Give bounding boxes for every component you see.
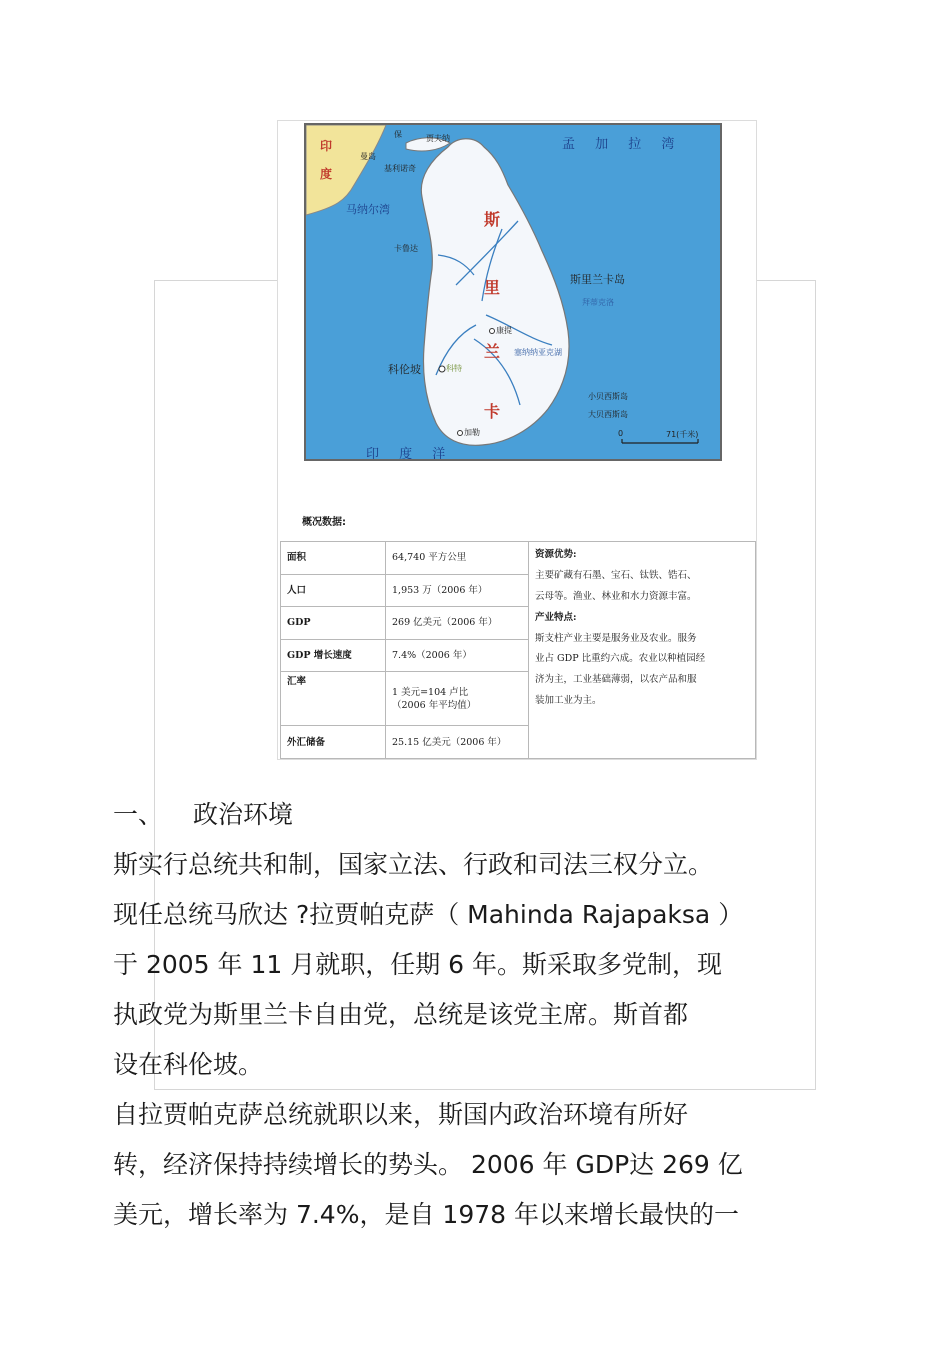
colombo-label: 科伦坡 (388, 363, 421, 376)
great-basses-label: 大贝西斯岛 (588, 410, 628, 419)
puttalam-label: 卡鲁达 (394, 244, 418, 253)
paragraph-line: 于 2005 年 11 月就职，任期 6 年。斯采取多党制，现 (113, 950, 723, 979)
kandy-label: 康提 (496, 326, 512, 335)
mannar-bay-label: 马纳尔湾 (346, 203, 390, 216)
document-text (113, 790, 873, 1240)
table-row (281, 542, 756, 575)
figure-panel (277, 120, 757, 760)
row-value: 7.4%（2006 年） (386, 639, 529, 672)
paragraph-line: 转，经济保持持续增长的势头。 2006 年 GDP达 269 亿 (113, 1150, 743, 1179)
country-char-1: 斯 (484, 210, 501, 229)
batticaloa-label: 拜蒂克洛 (582, 298, 614, 307)
scale-max-label: 71(千米) (666, 430, 699, 439)
paragraph-line: 执政党为斯里兰卡自由党，总统是该党主席。斯首都 (113, 1000, 689, 1029)
row-value: 1,953 万（2006 年） (386, 574, 529, 607)
india-label-1: 印 (320, 139, 333, 153)
country-char-3: 兰 (484, 342, 501, 361)
industry-line: 装加工业为主。 (535, 695, 602, 707)
paragraph-line: 自拉贾帕克萨总统就职以来，斯国内政治环境有所好 (113, 1100, 689, 1129)
reservoir-label: 塞纳纳亚克湖 (514, 348, 562, 357)
scale-zero-label: 0 (618, 429, 624, 438)
resources-title: 资源优势: (535, 549, 577, 560)
overview-caption: 概况数据: (302, 517, 346, 528)
map-graphic (306, 125, 720, 459)
sri-lanka-map (304, 123, 722, 461)
galle-label: 加勒 (464, 428, 480, 437)
row-value: 64,740 平方公里 (386, 542, 529, 575)
country-char-2: 里 (484, 278, 501, 297)
row-label: 面积 (281, 542, 386, 575)
row-label: 人口 (281, 574, 386, 607)
industry-title: 产业特点: (535, 611, 577, 623)
kilinochchi-label: 基利诺奇 (384, 164, 416, 173)
row-value: 25.15 亿美元（2006 年） (386, 726, 529, 759)
row-label: 汇率 (281, 672, 386, 726)
resources-cell (529, 542, 756, 759)
trincomalee-label: 斯里兰卡岛 (570, 273, 625, 286)
industry-line: 济为主，工业基础薄弱，以农产品和服 (535, 674, 697, 686)
exchange-rate-value: 1 美元=104 卢比 (392, 686, 469, 698)
industry-line: 业占 GDP 比重约六成。农业以种植园经 (535, 653, 706, 665)
mannar-island-label: 曼岛 (360, 152, 376, 161)
section-number: 一、 (113, 800, 164, 829)
country-char-4: 卡 (484, 402, 501, 421)
row-value (386, 672, 529, 726)
section-title: 政治环境 (193, 800, 294, 829)
jaffna-label: 贾夫纳 (426, 134, 450, 143)
kotte-label: 科特 (446, 364, 462, 373)
point-label: 保 (394, 130, 402, 139)
paragraph-line: 美元，增长率为 7.4%，是自 1978 年以来增长最快的一 (113, 1200, 739, 1229)
industry-line: 斯支柱产业主要是服务业及农业。服务 (535, 632, 697, 644)
bay-of-bengal-label: 孟 加 拉 湾 (562, 137, 683, 152)
row-value: 269 亿美元（2006 年） (386, 607, 529, 640)
paragraph-line: 设在科伦坡。 (113, 1050, 264, 1079)
paragraph-line: 现任总统马欣达 ?拉贾帕克萨（ Mahinda Rajapaksa ） (113, 900, 744, 929)
paragraph-line: 斯实行总统共和制，国家立法、行政和司法三权分立。 (113, 850, 714, 879)
little-basses-label: 小贝西斯岛 (588, 392, 628, 401)
exchange-rate-note: （2006 年平均值） (392, 699, 477, 711)
row-label: GDP 增长速度 (281, 639, 386, 672)
resources-line: 主要矿藏有石墨、宝石、钛铁、锆石、 (535, 569, 697, 581)
section-heading (113, 790, 873, 840)
resources-line: 云母等。渔业、林业和水力资源丰富。 (535, 590, 697, 602)
indian-ocean-label: 印 度 洋 (366, 447, 454, 461)
overview-table (280, 541, 756, 759)
row-label: GDP (281, 607, 386, 640)
india-label-2: 度 (320, 167, 333, 181)
row-label: 外汇储备 (281, 726, 386, 759)
